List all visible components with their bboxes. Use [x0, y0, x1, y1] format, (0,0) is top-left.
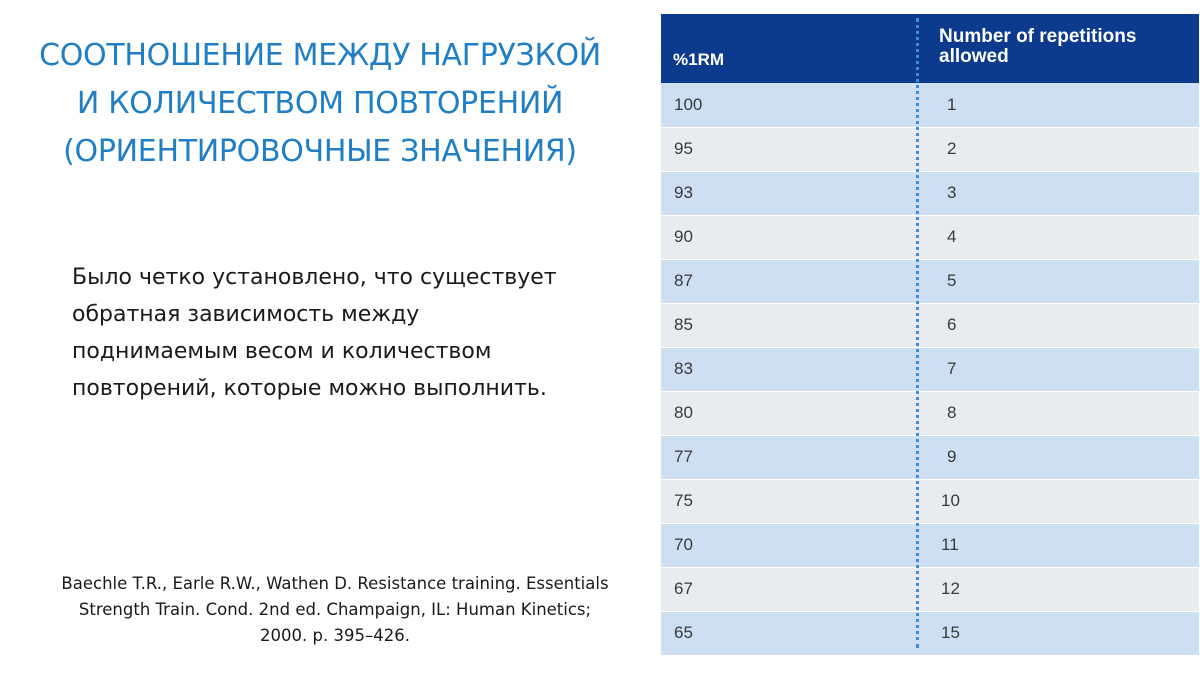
row-separator	[661, 611, 1199, 612]
cell-repetitions: 2	[947, 139, 957, 158]
table-row	[661, 479, 1199, 523]
row-separator	[661, 479, 1199, 480]
table-row	[661, 567, 1199, 611]
table-row	[661, 259, 1199, 303]
rm-repetitions-table	[661, 14, 1199, 651]
cell-rm: 75	[674, 491, 693, 510]
row-separator	[661, 347, 1199, 348]
cell-rm: 80	[674, 403, 693, 422]
row-separator	[661, 215, 1199, 216]
row-separator	[661, 567, 1199, 568]
slide-title	[0, 32, 640, 176]
body-paragraph	[72, 259, 632, 407]
table-row	[661, 127, 1199, 171]
header-repetitions-line1: Number of repetitions	[939, 26, 1137, 47]
table-row	[661, 611, 1199, 655]
citation-line: Strength Train. Cond. 2nd ed. Champaign, IL: Human Kinetics;	[78, 600, 592, 619]
table-header	[661, 14, 1199, 83]
cell-repetitions: 5	[947, 271, 957, 290]
row-separator	[661, 523, 1199, 524]
table-row	[661, 391, 1199, 435]
cell-rm: 87	[674, 271, 693, 290]
title-line: И КОЛИЧЕСТВОМ ПОВТОРЕНИЙ	[76, 86, 564, 121]
body-line: поднимаемым весом и количеством	[72, 339, 492, 364]
body-line: повторений, которые можно выполнить.	[72, 376, 547, 401]
cell-repetitions: 12	[941, 579, 960, 598]
cell-rm: 67	[674, 579, 693, 598]
cell-rm: 90	[674, 227, 693, 246]
header-repetitions-line2: allowed	[939, 46, 1009, 67]
cell-repetitions: 11	[941, 535, 959, 554]
cell-rm: 93	[674, 183, 693, 202]
table-row	[661, 171, 1199, 215]
table-row	[661, 83, 1199, 127]
cell-repetitions: 9	[947, 447, 957, 466]
cell-rm: 77	[674, 447, 693, 466]
title-line: (ОРИЕНТИРОВОЧНЫЕ ЗНАЧЕНИЯ)	[63, 134, 577, 169]
header-rm: %1RM	[673, 50, 725, 69]
cell-rm: 100	[674, 95, 703, 114]
title-line: СООТНОШЕНИЕ МЕЖДУ НАГРУЗКОЙ	[39, 38, 601, 73]
cell-repetitions: 10	[941, 491, 960, 510]
citation-line: Baechle T.R., Earle R.W., Wathen D. Resistance training. Essentials	[61, 574, 609, 593]
cell-rm: 83	[674, 359, 693, 378]
cell-rm: 85	[674, 315, 693, 334]
citation-line: 2000. p. 395–426.	[260, 626, 410, 645]
cell-rm: 95	[674, 139, 693, 158]
cell-repetitions: 3	[947, 183, 957, 202]
header-repetitions	[939, 27, 1136, 67]
cell-repetitions: 15	[941, 623, 960, 642]
cell-repetitions: 8	[947, 403, 957, 422]
row-separator	[661, 127, 1199, 128]
cell-repetitions: 6	[947, 315, 957, 334]
cell-rm: 70	[674, 535, 693, 554]
cell-repetitions: 4	[947, 227, 957, 246]
cell-repetitions: 1	[947, 95, 957, 114]
row-separator	[661, 171, 1199, 172]
citation	[30, 571, 640, 649]
row-separator	[661, 259, 1199, 260]
column-divider	[916, 18, 919, 648]
row-separator	[661, 303, 1199, 304]
table-row	[661, 523, 1199, 567]
table-row	[661, 215, 1199, 259]
cell-repetitions: 7	[947, 359, 957, 378]
table-row	[661, 435, 1199, 479]
row-separator	[661, 435, 1199, 436]
row-separator	[661, 391, 1199, 392]
cell-rm: 65	[674, 623, 693, 642]
body-line: Было четко установлено, что существует	[72, 265, 557, 290]
table-row	[661, 303, 1199, 347]
body-line: обратная зависимость между	[72, 302, 420, 327]
table-row	[661, 347, 1199, 391]
